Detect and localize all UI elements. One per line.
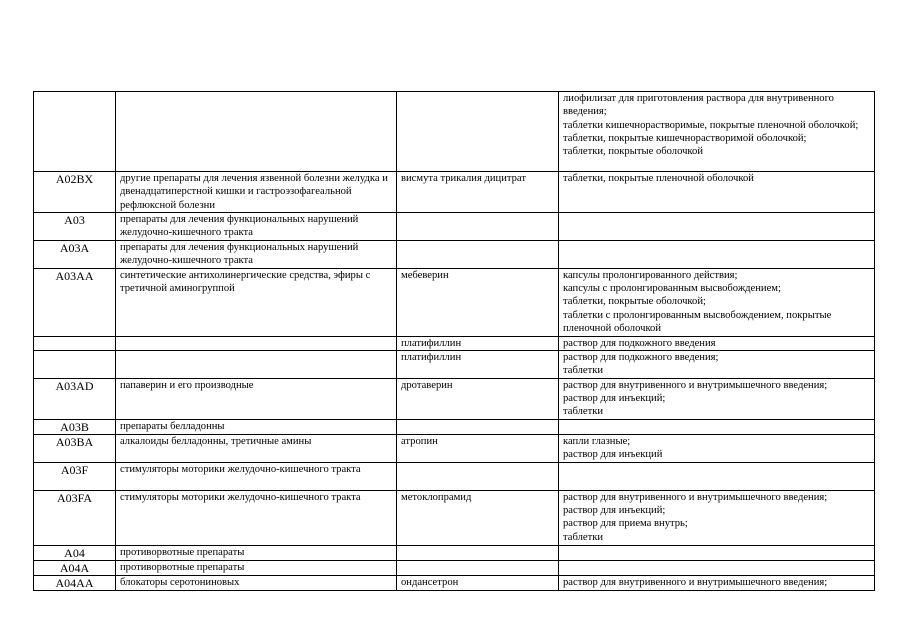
table-row bbox=[34, 351, 875, 379]
table-row bbox=[34, 336, 875, 350]
substance-cell: мебеверин bbox=[397, 268, 559, 336]
dosage-forms-cell bbox=[559, 560, 875, 575]
group-name-cell: противорвотные препараты bbox=[116, 545, 397, 560]
dosage-forms-cell bbox=[559, 268, 875, 336]
dosage-form-line: раствор для внутривенного и внутримышечного введения; bbox=[563, 576, 828, 588]
dosage-forms-cell bbox=[559, 172, 875, 213]
substance-cell bbox=[397, 212, 559, 240]
table-row bbox=[34, 378, 875, 419]
group-name-cell: препараты для лечения функциональных нарушений желудочно-кишечного тракта bbox=[116, 240, 397, 268]
dosage-form-line: раствор для внутривенного и внутримышечного введения; bbox=[563, 379, 828, 391]
dosage-form-line: раствор для инъекций; bbox=[563, 393, 666, 405]
atc-code-cell: A04 bbox=[34, 545, 116, 560]
dosage-form-line: капсулы с пролонгированным высвобождением; bbox=[563, 283, 781, 295]
group-name-cell: другие препараты для лечения язвенной болезни желудка и двенадцатиперстной кишки и гастроэзофагеальной рефлюксной болезни bbox=[116, 172, 397, 213]
substance-cell bbox=[397, 560, 559, 575]
group-name-cell bbox=[116, 92, 397, 172]
dosage-forms-cell bbox=[559, 336, 875, 350]
atc-code-cell: A04AA bbox=[34, 575, 116, 590]
atc-code-cell bbox=[34, 92, 116, 172]
dosage-form-line: раствор для инъекций bbox=[563, 449, 663, 461]
dosage-form-line: таблетки, покрытые пленочной оболочкой bbox=[563, 173, 754, 184]
table-row bbox=[34, 268, 875, 336]
dosage-forms-cell bbox=[559, 212, 875, 240]
dosage-form-line: таблетки bbox=[563, 406, 604, 418]
dosage-forms-cell bbox=[559, 575, 875, 590]
dosage-forms-cell bbox=[559, 92, 875, 172]
group-name-cell: препараты белладонны bbox=[116, 419, 397, 434]
substance-cell: висмута трикалия дицитрат bbox=[397, 172, 559, 213]
atc-code-cell: A03A bbox=[34, 240, 116, 268]
group-name-cell: противорвотные препараты bbox=[116, 560, 397, 575]
substance-cell bbox=[397, 462, 559, 490]
substance-cell bbox=[397, 419, 559, 434]
dosage-form-line: капли глазные; bbox=[563, 435, 631, 447]
atc-code-cell: A03 bbox=[34, 212, 116, 240]
dosage-form-line: раствор для подкожного введения bbox=[563, 337, 716, 349]
substance-cell: платифиллин bbox=[397, 351, 559, 379]
table-row bbox=[34, 490, 875, 545]
dosage-form-line: раствор для подкожного введения; bbox=[563, 352, 719, 364]
dosage-forms-cell bbox=[559, 434, 875, 462]
substance-cell: атропин bbox=[397, 434, 559, 462]
dosage-form-line: таблетки кишечнорастворимые, покрытые пленочной оболочкой; bbox=[563, 119, 859, 131]
dosage-form-line: таблетки, покрытые оболочкой; bbox=[563, 296, 706, 308]
group-name-cell: синтетические антихолинергические средства, эфиры с третичной аминогруппой bbox=[116, 268, 397, 336]
atc-code-cell bbox=[34, 351, 116, 379]
group-name-cell: алкалоиды белладонны, третичные амины bbox=[116, 434, 397, 462]
atc-code-cell: A03AD bbox=[34, 378, 116, 419]
drug-classification-table bbox=[33, 91, 875, 591]
group-name-cell bbox=[116, 336, 397, 350]
dosage-forms-cell bbox=[559, 240, 875, 268]
atc-code-cell: A03BA bbox=[34, 434, 116, 462]
dosage-form-line: таблетки bbox=[563, 531, 604, 543]
substance-cell: ондансетрон bbox=[397, 575, 559, 590]
group-name-cell: препараты для лечения функциональных нарушений желудочно-кишечного тракта bbox=[116, 212, 397, 240]
group-name-cell: папаверин и его производные bbox=[116, 378, 397, 419]
substance-cell: платифиллин bbox=[397, 336, 559, 350]
group-name-cell: стимуляторы моторики желудочно-кишечного тракта bbox=[116, 462, 397, 490]
atc-code-cell: A04A bbox=[34, 560, 116, 575]
atc-code-cell bbox=[34, 336, 116, 350]
table-row bbox=[34, 212, 875, 240]
table-row bbox=[34, 462, 875, 490]
atc-code-cell: A03B bbox=[34, 419, 116, 434]
atc-code-cell: A02BX bbox=[34, 172, 116, 213]
dosage-forms-cell bbox=[559, 545, 875, 560]
dosage-form-line: раствор для приема внутрь; bbox=[563, 518, 688, 530]
table-row bbox=[34, 575, 875, 590]
dosage-form-line: раствор для инъекций; bbox=[563, 505, 666, 517]
atc-code-cell: A03F bbox=[34, 462, 116, 490]
table-row bbox=[34, 560, 875, 575]
atc-code-cell: A03FA bbox=[34, 490, 116, 545]
dosage-forms-cell bbox=[559, 490, 875, 545]
group-name-cell bbox=[116, 351, 397, 379]
table-row bbox=[34, 419, 875, 434]
dosage-forms-cell bbox=[559, 419, 875, 434]
table-body bbox=[34, 92, 875, 591]
dosage-forms-cell bbox=[559, 462, 875, 490]
table-row bbox=[34, 240, 875, 268]
substance-cell bbox=[397, 92, 559, 172]
substance-cell bbox=[397, 240, 559, 268]
atc-code-cell: A03AA bbox=[34, 268, 116, 336]
dosage-form-line: таблетки с пролонгированным высвобождением, покрытые пленочной оболочкой bbox=[563, 309, 832, 335]
dosage-form-line: таблетки bbox=[563, 365, 604, 377]
table-row bbox=[34, 545, 875, 560]
table-row bbox=[34, 434, 875, 462]
dosage-form-line: лиофилизат для приготовления раствора для внутривенного введения; bbox=[563, 93, 834, 118]
dosage-forms-cell bbox=[559, 378, 875, 419]
substance-cell: дротаверин bbox=[397, 378, 559, 419]
dosage-form-line: таблетки, покрытые кишечнорастворимой оболочкой; bbox=[563, 132, 807, 144]
dosage-form-line: капсулы пролонгированного действия; bbox=[563, 269, 738, 281]
table-row bbox=[34, 172, 875, 213]
substance-cell: метоклопрамид bbox=[397, 490, 559, 545]
group-name-cell: стимуляторы моторики желудочно-кишечного тракта bbox=[116, 490, 397, 545]
group-name-cell: блокаторы серотониновых bbox=[116, 575, 397, 590]
table-row bbox=[34, 92, 875, 172]
dosage-form-line: таблетки, покрытые оболочкой bbox=[563, 146, 703, 158]
substance-cell bbox=[397, 545, 559, 560]
dosage-forms-cell bbox=[559, 351, 875, 379]
dosage-form-line: раствор для внутривенного и внутримышечного введения; bbox=[563, 491, 828, 503]
